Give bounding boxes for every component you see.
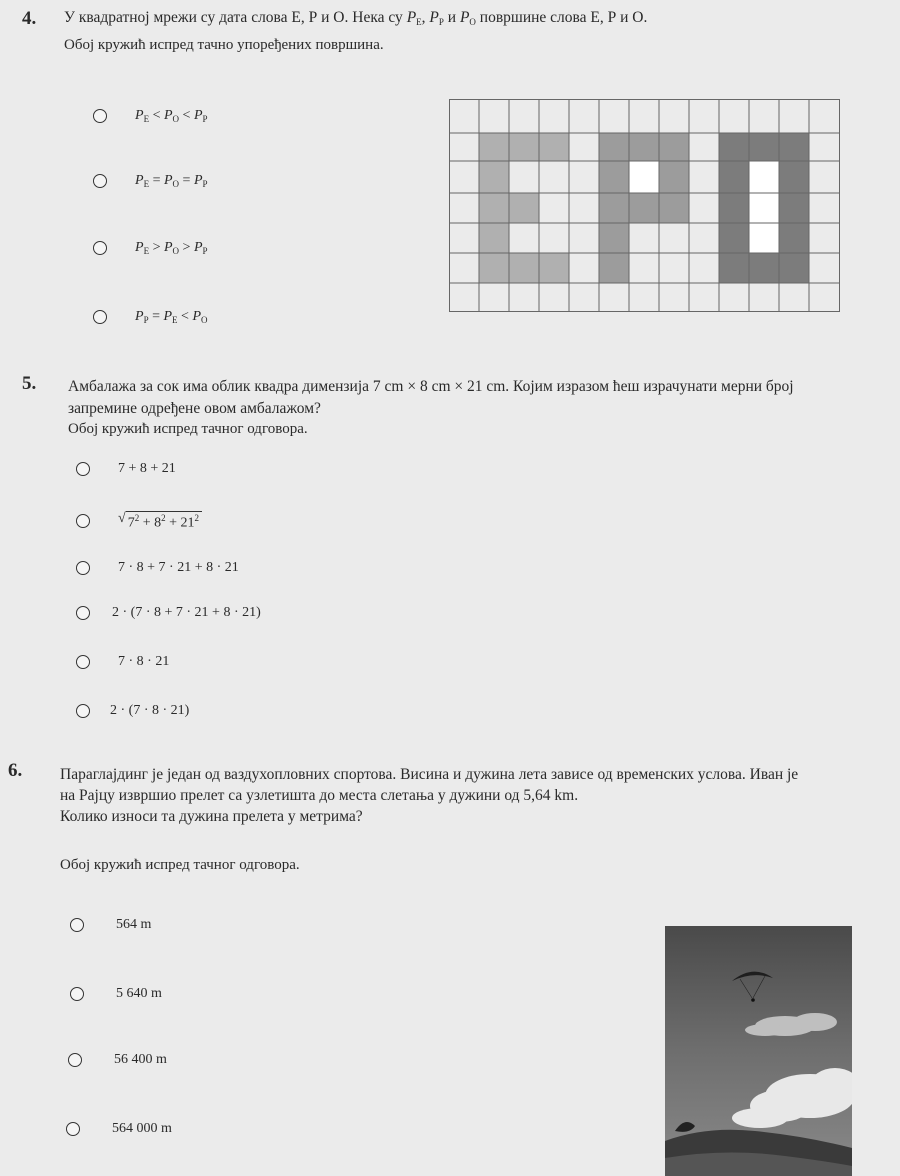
q5-option-6-label: 2 · (7 · 8 · 21) [110,703,190,718]
q5-option-3[interactable] [76,560,239,576]
sqrt-sign: √ [118,511,126,526]
q6-option-1[interactable] [70,917,151,933]
symbol-pe-sub: E [416,17,422,27]
radio-circle[interactable] [70,918,84,932]
q4-option-2[interactable] [93,173,208,189]
symbol-pe: P [406,9,417,26]
q5-option-2[interactable] [76,511,202,532]
letter-o [719,133,809,283]
question-5-number: 5. [22,373,37,394]
radio-circle[interactable] [93,109,107,123]
paragliding-photo [665,926,852,1176]
q5-option-3-label: 7 · 8 + 7 · 21 + 8 · 21 [118,560,239,575]
q6-option-2-label: 5 640 m [116,986,162,1001]
sqrt-radicand: $7^2 + 8^2 + 21^2$ [126,511,202,532]
radio-circle[interactable] [66,1122,80,1136]
radio-circle[interactable] [76,514,90,528]
q6-option-4[interactable] [66,1121,172,1137]
q5-option-6[interactable] [76,703,189,719]
q6-option-3-label: 56 400 m [114,1052,167,1067]
radio-circle[interactable] [93,310,107,324]
symbol-po-sub: O [469,17,476,27]
q6-option-2[interactable] [70,986,162,1002]
question-6-text-line2: на Рајцу извршио прелет са узлетишта до места слетања у дужини од 5,64 km. [60,787,579,804]
question-5-text-line2: запремине одређене овом амбалажом? [68,400,321,417]
q5-option-1-label: 7 + 8 + 21 [118,461,176,476]
q4-option-4[interactable] [93,309,208,325]
letter-grid [449,99,845,315]
letter-p [599,133,689,283]
q5-option-2-label [118,511,202,532]
radio-circle[interactable] [93,241,107,255]
q4-option-4-label: $P_P = P_E < P_O$ [135,309,208,325]
q4-option-2-label: $P_E = P_O = P_P$ [135,173,208,189]
question-6-text-line1: Параглајдинг је један од ваздухопловних спортова. Висина и дужина лета зависе од временских услова. Иван је [60,766,799,783]
q4-sep: , [421,9,430,26]
question-6-instruction: Обој кружић испред тачног одговора. [60,857,300,873]
q6-option-4-label: 564 000 m [112,1121,172,1136]
q4-option-3-label: $P_E > P_O > P_P$ [135,240,208,256]
radio-circle[interactable] [76,606,90,620]
radio-circle[interactable] [76,561,90,575]
question-4-text [64,9,647,27]
q6-option-3[interactable] [68,1052,167,1068]
q4-option-3[interactable] [93,240,208,256]
question-6-text-line3: Колико износи та дужина прелета у метрима? [60,808,363,825]
symbol-po: P [459,9,470,26]
question-5-text-line1: Амбалажа за сок има облик квадра димензија 7 cm × 8 cm × 21 cm. Којим изразом ћеш израчунати мерни број [68,378,794,395]
q6-option-1-label: 564 m [116,917,152,932]
question-6-number: 6. [8,760,23,781]
q4-option-1[interactable] [93,108,208,124]
q4-text-end: површине слова Е, Р и О. [475,9,648,26]
q4-text-part: У квадратној мрежи су дата слова Е, Р и О. Нека су [64,9,407,26]
radio-circle[interactable] [68,1053,82,1067]
q5-option-1[interactable] [76,461,176,477]
q4-and: и [443,9,460,26]
question-5-instruction: Обој кружић испред тачног одговора. [68,421,308,437]
radio-circle[interactable] [76,462,90,476]
radio-circle[interactable] [76,704,90,718]
radio-circle[interactable] [93,174,107,188]
letter-e [479,133,569,283]
paraglider-image [665,926,852,1176]
q5-option-4-label: 2 · (7 · 8 + 7 · 21 + 8 · 21) [112,605,261,620]
question-4-instruction: Обој кружић испред тачно упоређених површина. [64,37,384,53]
q5-option-5[interactable] [76,654,169,670]
q4-option-1-label: $P_E < P_O < P_P$ [135,108,208,124]
q5-option-5-label: 7 · 8 · 21 [118,654,170,669]
radio-circle[interactable] [76,655,90,669]
question-4-number: 4. [22,8,37,29]
symbol-pp-sub: P [438,17,444,27]
radio-circle[interactable] [70,987,84,1001]
q5-option-4[interactable] [76,605,261,621]
symbol-pp: P [429,9,439,26]
